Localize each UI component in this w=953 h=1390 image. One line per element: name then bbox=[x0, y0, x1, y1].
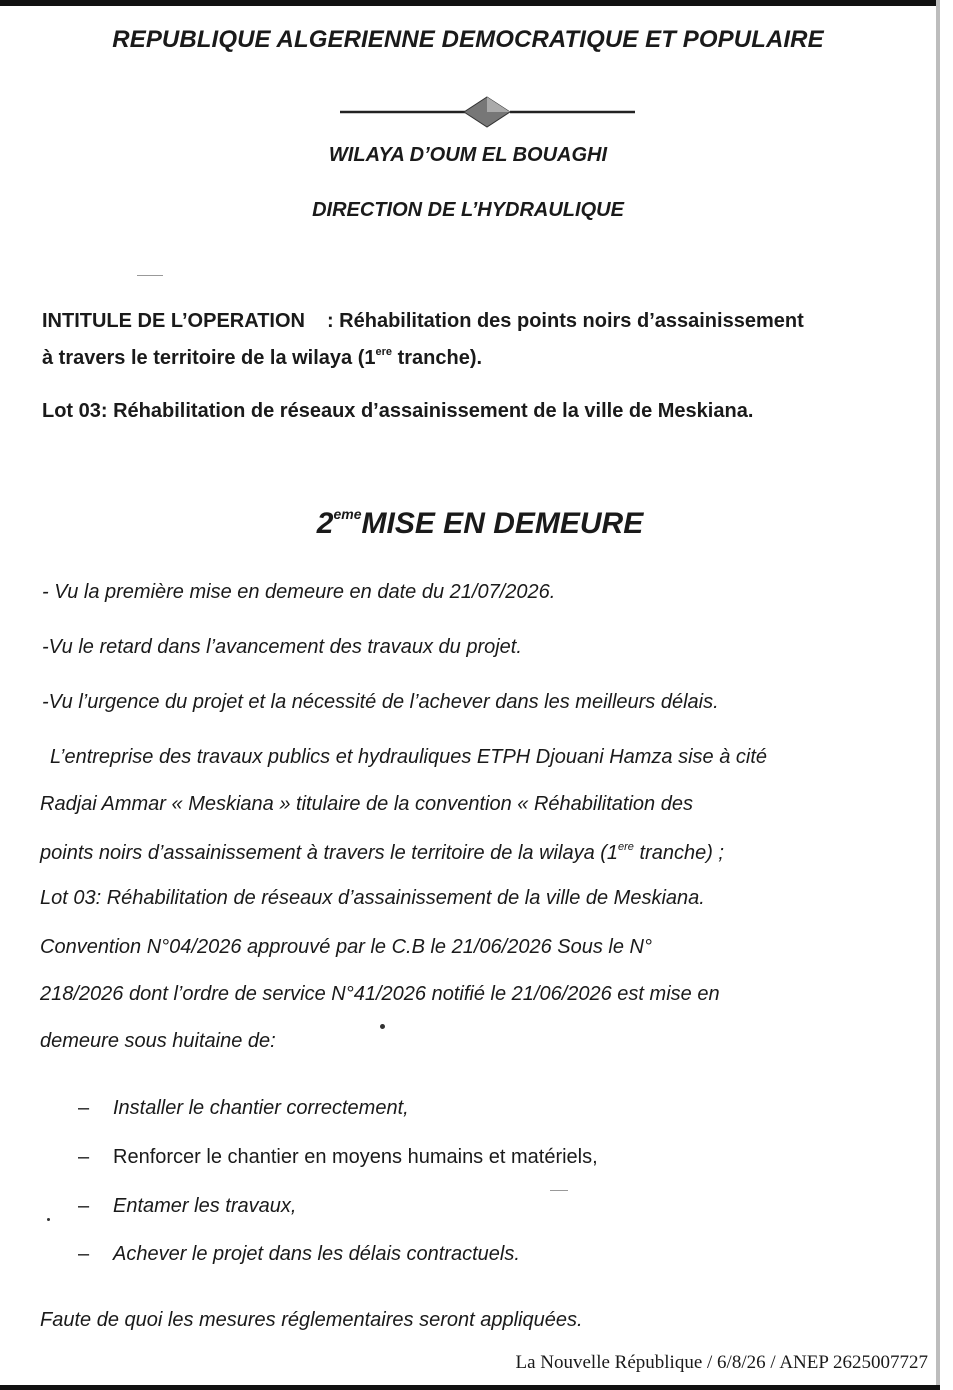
dash-icon: – bbox=[78, 1195, 90, 1217]
consideration-2: -Vu le retard dans l’avancement des travaux du projet. bbox=[42, 636, 522, 658]
dash-icon: – bbox=[78, 1146, 90, 1168]
action-item-1: Installer le chantier correctement, bbox=[113, 1097, 409, 1119]
body-line-3: points noirs d’assainissement à travers le territoire de la wilaya (1ere tranche) ; bbox=[40, 841, 724, 864]
body-line-2: Radjai Ammar « Meskiana » titulaire de la convention « Réhabilitation des bbox=[40, 793, 693, 815]
right-border bbox=[936, 0, 940, 1390]
republic-heading: REPUBLIQUE ALGERIENNE DEMOCRATIQUE ET POPULAIRE bbox=[112, 26, 824, 53]
direction-heading: DIRECTION DE L’HYDRAULIQUE bbox=[312, 199, 624, 221]
operation-line-1 bbox=[42, 310, 804, 333]
action-item-2: Renforcer le chantier en moyens humains et matériels, bbox=[113, 1146, 598, 1168]
top-border bbox=[0, 0, 940, 6]
wilaya-heading: WILAYA D’OUM EL BOUAGHI bbox=[328, 144, 608, 166]
divider-ornament-icon bbox=[340, 95, 635, 129]
dash-icon: – bbox=[78, 1097, 90, 1119]
publication-footer: La Nouvelle République / 6/8/26 / ANEP 2625007727 bbox=[515, 1352, 928, 1373]
page-title: 2emeMISE EN DEMEURE bbox=[316, 506, 644, 540]
body-line-6: 218/2026 dont l’ordre de service N°41/2026 notifié le 21/06/2026 est mise en bbox=[40, 983, 720, 1005]
body-line-7: demeure sous huitaine de: bbox=[40, 1030, 276, 1052]
consideration-3: -Vu l’urgence du projet et la nécessité de l’achever dans les meilleurs délais. bbox=[42, 691, 719, 713]
body-line-1: L’entreprise des travaux publics et hydrauliques ETPH Djouani Hamza sise à cité bbox=[50, 746, 768, 768]
closing-line: Faute de quoi les mesures réglementaires seront appliquées. bbox=[40, 1309, 583, 1331]
consideration-1: - Vu la première mise en demeure en date du 21/07/2026. bbox=[42, 581, 556, 603]
body-line-4: Lot 03: Réhabilitation de réseaux d’assainissement de la ville de Meskiana. bbox=[40, 887, 705, 909]
dash-icon: – bbox=[78, 1243, 90, 1265]
action-item-4: Achever le projet dans les délais contractuels. bbox=[113, 1243, 520, 1265]
scan-speck bbox=[137, 275, 163, 276]
bottom-border bbox=[0, 1385, 940, 1390]
operation-line-2: à travers le territoire de la wilaya (1ere tranche). bbox=[42, 346, 483, 369]
scan-speck bbox=[47, 1218, 50, 1221]
scan-speck bbox=[550, 1190, 568, 1191]
operation-text: : Réhabilitation des points noirs d’assainissement bbox=[326, 310, 804, 332]
action-item-3: Entamer les travaux, bbox=[113, 1195, 297, 1217]
operation-label: INTITULE DE L’OPERATION bbox=[42, 310, 305, 332]
lot-line: Lot 03: Réhabilitation de réseaux d’assainissement de la ville de Meskiana. bbox=[42, 400, 754, 422]
body-line-5: Convention N°04/2026 approuvé par le C.B le 21/06/2026 Sous le N° bbox=[40, 936, 652, 958]
scan-speck bbox=[380, 1024, 385, 1029]
